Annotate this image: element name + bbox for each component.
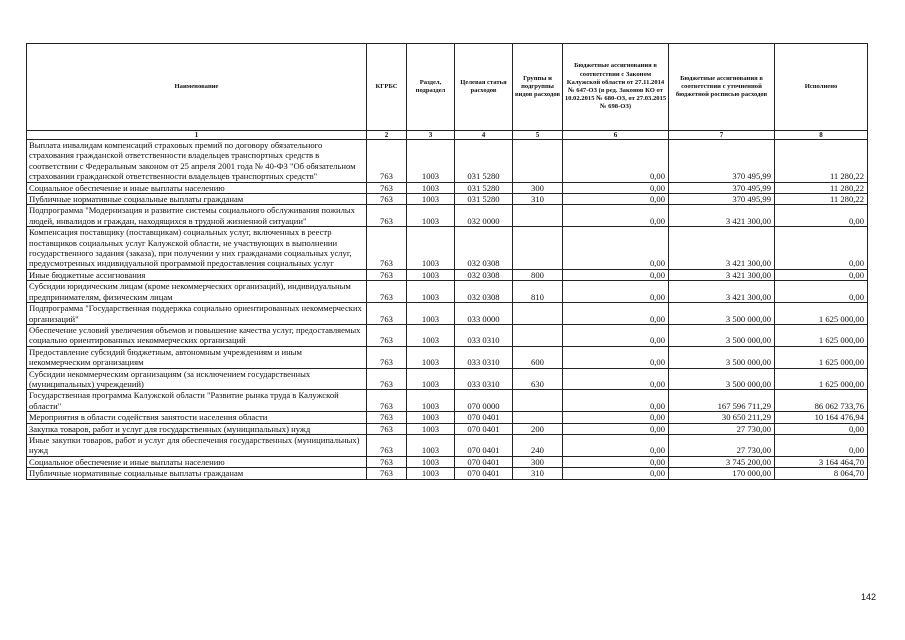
table-body [27, 140, 868, 480]
table-row [27, 227, 868, 270]
row-target-article: 070 0401 [455, 412, 513, 423]
row-section: 1003 [407, 434, 455, 456]
row-executed: 0,00 [775, 205, 868, 227]
row-target-article: 032 0000 [455, 205, 513, 227]
row-name: Социальное обеспечение и иные выплаты населению [27, 182, 367, 193]
row-law-allocation: 0,00 [563, 468, 669, 479]
row-section: 1003 [407, 269, 455, 280]
col-header-refined-allocations: Бюджетные ассигнования в соответствии с уточненной бюджетной росписью расходов [669, 44, 775, 131]
row-refined-allocation: 3 500 000,00 [669, 303, 775, 325]
row-section: 1003 [407, 324, 455, 346]
row-refined-allocation: 30 650 211,29 [669, 412, 775, 423]
row-section: 1003 [407, 140, 455, 183]
row-executed: 11 280,22 [775, 140, 868, 183]
row-section: 1003 [407, 205, 455, 227]
row-name: Обеспечение условий увеличения объемов и повышение качества услуг, предоставляемых социально ориентированных некоммерческих организаций [27, 324, 367, 346]
header-row [27, 44, 868, 131]
row-section: 1003 [407, 390, 455, 412]
row-kgrbs: 763 [367, 182, 407, 193]
row-name: Подпрограмма "Государственная поддержка социально ориентированных некоммерческих организаций" [27, 303, 367, 325]
row-refined-allocation: 370 495,99 [669, 182, 775, 193]
row-target-article: 032 0308 [455, 281, 513, 303]
row-name: Субсидии юридическим лицам (кроме некоммерческих организаций), индивидуальным предпринимателям, физическим лицам [27, 281, 367, 303]
table-row [27, 182, 868, 193]
row-law-allocation: 0,00 [563, 324, 669, 346]
col-number: 5 [513, 131, 563, 140]
table-row [27, 412, 868, 423]
col-number: 3 [407, 131, 455, 140]
row-refined-allocation: 370 495,99 [669, 194, 775, 205]
row-law-allocation: 0,00 [563, 269, 669, 280]
table-row [27, 140, 868, 183]
col-number: 6 [563, 131, 669, 140]
row-section: 1003 [407, 281, 455, 303]
row-refined-allocation: 3 500 000,00 [669, 346, 775, 368]
row-target-article: 070 0000 [455, 390, 513, 412]
col-header-name: Наименование [27, 44, 367, 131]
table-row [27, 368, 868, 390]
row-name: Публичные нормативные социальные выплаты гражданам [27, 468, 367, 479]
table-row [27, 303, 868, 325]
row-law-allocation: 0,00 [563, 182, 669, 193]
row-law-allocation: 0,00 [563, 423, 669, 434]
row-expense-group [513, 303, 563, 325]
row-expense-group: 800 [513, 269, 563, 280]
row-name: Мероприятия в области содействия занятости населения области [27, 412, 367, 423]
row-law-allocation: 0,00 [563, 390, 669, 412]
table-row [27, 456, 868, 467]
row-section: 1003 [407, 194, 455, 205]
row-executed: 10 164 476,94 [775, 412, 868, 423]
row-target-article: 032 0308 [455, 269, 513, 280]
row-executed: 0,00 [775, 269, 868, 280]
row-executed: 0,00 [775, 434, 868, 456]
row-section: 1003 [407, 303, 455, 325]
row-section: 1003 [407, 412, 455, 423]
row-name: Государственная программа Калужской области "Развитие рынка труда в Калужской области" [27, 390, 367, 412]
row-refined-allocation: 3 500 000,00 [669, 368, 775, 390]
row-law-allocation: 0,00 [563, 412, 669, 423]
table-row [27, 281, 868, 303]
table-row [27, 468, 868, 479]
row-expense-group [513, 390, 563, 412]
column-number-row [27, 131, 868, 140]
row-refined-allocation: 3 421 300,00 [669, 269, 775, 280]
row-executed: 0,00 [775, 281, 868, 303]
table-row [27, 194, 868, 205]
row-name: Социальное обеспечение и иные выплаты населению [27, 456, 367, 467]
row-kgrbs: 763 [367, 205, 407, 227]
row-refined-allocation: 370 495,99 [669, 140, 775, 183]
row-name: Предоставление субсидий бюджетным, автономным учреждениям и иным некоммерческим организациям [27, 346, 367, 368]
row-law-allocation: 0,00 [563, 434, 669, 456]
table-row [27, 434, 868, 456]
row-refined-allocation: 167 596 711,29 [669, 390, 775, 412]
row-kgrbs: 763 [367, 468, 407, 479]
row-refined-allocation: 170 000,00 [669, 468, 775, 479]
row-target-article: 070 0401 [455, 423, 513, 434]
row-kgrbs: 763 [367, 269, 407, 280]
row-expense-group [513, 205, 563, 227]
budget-table [26, 43, 868, 480]
row-target-article: 033 0310 [455, 346, 513, 368]
row-executed: 0,00 [775, 227, 868, 270]
row-target-article: 031 5280 [455, 182, 513, 193]
row-executed: 1 625 000,00 [775, 346, 868, 368]
row-expense-group: 310 [513, 194, 563, 205]
row-law-allocation: 0,00 [563, 205, 669, 227]
col-number: 8 [775, 131, 868, 140]
col-number: 4 [455, 131, 513, 140]
col-header-section: Раздел, подраздел [407, 44, 455, 131]
row-law-allocation: 0,00 [563, 227, 669, 270]
row-expense-group: 300 [513, 456, 563, 467]
row-kgrbs: 763 [367, 412, 407, 423]
row-kgrbs: 763 [367, 194, 407, 205]
row-kgrbs: 763 [367, 140, 407, 183]
row-name: Выплата инвалидам компенсаций страховых премий по договору обязательного страхования гражданской ответственности владельцев транспортных средств в соответствии с Федеральным законом от 25 апреля 2001 года № 40-ФЗ "Об обязательном страховании гражданской ответственности владельцев транспортных средств" [27, 140, 367, 183]
row-kgrbs: 763 [367, 423, 407, 434]
row-target-article: 070 0401 [455, 468, 513, 479]
row-executed: 1 625 000,00 [775, 303, 868, 325]
row-name: Компенсация поставщику (поставщикам) социальных услуг, включенных в реестр поставщиков социальных услуг Калужской области, не участвующих в выполнении государственного задания (заказа), при получении у них гражданами социальных услуг, предусмотренных индивидуальной программой предоставления социальных услуг [27, 227, 367, 270]
row-refined-allocation: 27 730,00 [669, 434, 775, 456]
row-law-allocation: 0,00 [563, 368, 669, 390]
row-target-article: 031 5280 [455, 140, 513, 183]
table-row [27, 269, 868, 280]
row-target-article: 033 0310 [455, 368, 513, 390]
row-expense-group [513, 412, 563, 423]
table-row [27, 390, 868, 412]
row-kgrbs: 763 [367, 390, 407, 412]
row-refined-allocation: 27 730,00 [669, 423, 775, 434]
row-name: Публичные нормативные социальные выплаты гражданам [27, 194, 367, 205]
row-refined-allocation: 3 421 300,00 [669, 281, 775, 303]
row-section: 1003 [407, 423, 455, 434]
row-executed: 8 064,70 [775, 468, 868, 479]
row-section: 1003 [407, 346, 455, 368]
col-header-kgrbs: КГРБС [367, 44, 407, 131]
row-executed: 3 164 464,70 [775, 456, 868, 467]
row-kgrbs: 763 [367, 324, 407, 346]
col-number: 1 [27, 131, 367, 140]
row-law-allocation: 0,00 [563, 303, 669, 325]
row-kgrbs: 763 [367, 227, 407, 270]
row-target-article: 070 0401 [455, 434, 513, 456]
row-name: Закупка товаров, работ и услуг для государственных (муниципальных) нужд [27, 423, 367, 434]
row-expense-group: 310 [513, 468, 563, 479]
row-expense-group: 810 [513, 281, 563, 303]
table-row [27, 346, 868, 368]
row-expense-group: 630 [513, 368, 563, 390]
col-header-expense-groups: Группы и подгруппы видов расходов [513, 44, 563, 131]
row-law-allocation: 0,00 [563, 456, 669, 467]
col-number: 7 [669, 131, 775, 140]
budget-report-page [26, 43, 867, 480]
col-number: 2 [367, 131, 407, 140]
table-row [27, 205, 868, 227]
row-law-allocation: 0,00 [563, 140, 669, 183]
row-section: 1003 [407, 368, 455, 390]
row-name: Иные закупки товаров, работ и услуг для обеспечения государственных (муниципальных) нужд [27, 434, 367, 456]
row-kgrbs: 763 [367, 368, 407, 390]
row-section: 1003 [407, 182, 455, 193]
row-law-allocation: 0,00 [563, 346, 669, 368]
row-refined-allocation: 3 421 300,00 [669, 227, 775, 270]
row-section: 1003 [407, 468, 455, 479]
row-section: 1003 [407, 227, 455, 270]
col-header-executed: Исполнено [775, 44, 868, 131]
row-target-article: 070 0401 [455, 456, 513, 467]
row-target-article: 032 0308 [455, 227, 513, 270]
table-row [27, 324, 868, 346]
row-executed: 86 062 733,76 [775, 390, 868, 412]
page-number: 142 [861, 592, 877, 602]
row-target-article: 033 0000 [455, 303, 513, 325]
row-kgrbs: 763 [367, 434, 407, 456]
col-header-law-allocations: Бюджетные ассигнования в соответствии с Законом Калужской области от 27.11.2014 № 647-ОЗ (в ред. Законов КО от 10.02.2015 № 680-ОЗ, от 27.03.2015 № 698-ОЗ) [563, 44, 669, 131]
row-name: Подпрограмма "Модернизация и развитие системы социального обслуживания пожилых людей, инвалидов и граждан, находящихся в трудной жизненной ситуации" [27, 205, 367, 227]
row-law-allocation: 0,00 [563, 194, 669, 205]
row-expense-group [513, 324, 563, 346]
row-kgrbs: 763 [367, 456, 407, 467]
row-expense-group: 600 [513, 346, 563, 368]
row-expense-group: 300 [513, 182, 563, 193]
row-kgrbs: 763 [367, 281, 407, 303]
row-name: Субсидии некоммерческим организациям (за исключением государственных (муниципальных) учреждений) [27, 368, 367, 390]
row-name: Иные бюджетные ассигнования [27, 269, 367, 280]
row-executed: 1 625 000,00 [775, 368, 868, 390]
row-target-article: 031 5280 [455, 194, 513, 205]
table-row [27, 423, 868, 434]
row-refined-allocation: 3 745 200,00 [669, 456, 775, 467]
row-refined-allocation: 3 500 000,00 [669, 324, 775, 346]
row-expense-group [513, 140, 563, 183]
row-executed: 0,00 [775, 423, 868, 434]
row-executed: 11 280,22 [775, 194, 868, 205]
col-header-target-article: Целевая статья расходов [455, 44, 513, 131]
row-kgrbs: 763 [367, 346, 407, 368]
row-target-article: 033 0310 [455, 324, 513, 346]
row-section: 1003 [407, 456, 455, 467]
row-kgrbs: 763 [367, 303, 407, 325]
row-expense-group [513, 227, 563, 270]
row-executed: 11 280,22 [775, 182, 868, 193]
row-executed: 1 625 000,00 [775, 324, 868, 346]
row-refined-allocation: 3 421 300,00 [669, 205, 775, 227]
row-expense-group: 200 [513, 423, 563, 434]
row-expense-group: 240 [513, 434, 563, 456]
row-law-allocation: 0,00 [563, 281, 669, 303]
